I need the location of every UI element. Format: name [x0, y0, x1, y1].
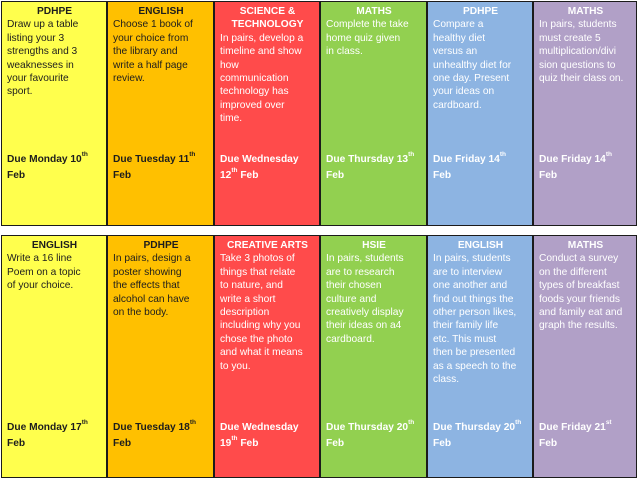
task-cell	[320, 235, 427, 478]
due-date: Due Friday 21st Feb	[539, 419, 612, 449]
subject-heading: PDHPE	[36, 6, 73, 17]
task-description: In pairs, develop a timeline and show how communication technology has improved over time.	[220, 32, 304, 125]
subject-heading: CREATIVE ARTS	[227, 240, 308, 251]
task-description: Complete the take home quiz given in class.	[326, 19, 409, 58]
subject-heading: PDHPE	[462, 6, 499, 17]
subject-heading: ENGLISH	[31, 240, 78, 251]
task-description: Write a 16 line Poem on a topic of your choice.	[7, 253, 81, 292]
subject-heading: SCIENCE & TECHNOLOGY	[231, 6, 304, 31]
due-date: Due Thursday 20th Feb	[326, 419, 415, 449]
task-cell	[1, 235, 107, 478]
subject-heading: ENGLISH	[457, 240, 504, 251]
due-date: Due Monday 10th Feb	[7, 151, 88, 181]
task-description: In pairs, students must create 5 multiplication/divi sion questions to quiz their class on.	[539, 19, 624, 85]
subject-heading: HSIE	[362, 240, 386, 251]
subject-heading: PDHPE	[143, 240, 179, 251]
task-description: Compare a healthy diet versus an unhealthy diet for one day. Present your ideas on cardboard.	[433, 19, 512, 111]
due-date: Due Friday 14th Feb	[539, 151, 612, 181]
task-description: Draw up a table listing your 3 strengths and 3 weaknesses in your favourite sport.	[7, 19, 79, 98]
task-cell	[533, 1, 637, 226]
task-description: Take 3 photos of things that relate to nature, and write a short description including why you chose the photo and what it means to you.	[220, 253, 303, 372]
task-description: Choose 1 book of your choice from the library and write a half page review.	[113, 19, 193, 85]
subject-heading: ENGLISH	[138, 6, 184, 17]
due-date: Due Wednesday 19th Feb	[220, 422, 299, 449]
task-description: Conduct a survey on the different types of breakfast foods your friends and family eat and graph the results.	[539, 253, 623, 332]
task-cell	[107, 1, 214, 226]
task-cell	[214, 235, 320, 478]
due-date: Due Friday 14th Feb	[433, 151, 506, 181]
task-description: In pairs, students are to research their chosen culture and creatively display their ideas on a4 cardboard.	[326, 253, 404, 345]
task-cell	[427, 235, 533, 478]
due-date: Due Thursday 13th Feb	[326, 151, 415, 181]
task-cell	[320, 1, 427, 226]
due-date: Due Thursday 20th Feb	[433, 419, 522, 449]
task-cell	[1, 1, 107, 226]
task-description: In pairs, students are to interview one another and find out things the other person likes, their family life etc. This must then be presented as a speech to the class.	[433, 253, 517, 386]
due-date: Due Monday 17th Feb	[7, 419, 88, 449]
due-date: Due Tuesday 18th Feb	[113, 419, 196, 449]
subject-heading: MATHS	[567, 240, 604, 251]
task-description: In pairs, design a poster showing the effects that alcohol can have on the body.	[113, 253, 191, 319]
task-cell	[107, 235, 214, 478]
task-cell	[533, 235, 637, 478]
subject-heading: MATHS	[567, 6, 604, 17]
subject-heading: MATHS	[356, 6, 392, 17]
task-cell	[214, 1, 320, 226]
task-cell	[427, 1, 533, 226]
due-date: Due Tuesday 11th Feb	[113, 151, 196, 181]
due-date: Due Wednesday 12th Feb	[220, 154, 299, 181]
